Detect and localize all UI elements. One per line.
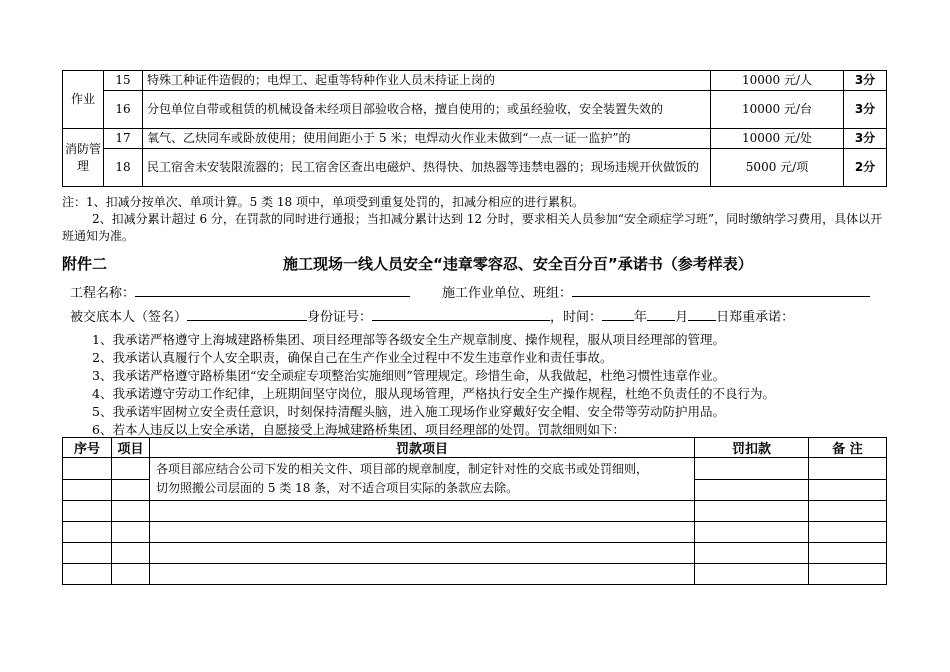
table-row [63, 91, 887, 129]
instruction-cell [150, 458, 695, 501]
table-cell[interactable] [112, 479, 150, 501]
fine-amount: 10000 元/人 [711, 71, 844, 91]
pledge-item: 1、我承诺严格遵守上海城建路桥集团、项目经理部等各级安全生产规章制度、操作规程，服从项目经理部的管理。 [92, 332, 725, 347]
project-name-line [70, 282, 410, 301]
table-cell[interactable] [695, 522, 809, 543]
note-1: 注：1、扣减分按单次、单项计算。5 类 18 项中，单项受到重复处罚的，扣减分相应的进行累积。 [62, 195, 584, 209]
table-cell[interactable] [150, 543, 695, 564]
year-field[interactable] [602, 308, 634, 321]
item-number: 17 [104, 129, 143, 149]
table-cell[interactable] [112, 564, 150, 585]
table-cell[interactable] [809, 543, 887, 564]
table-cell[interactable] [695, 501, 809, 522]
deduction-points: 3分 [844, 71, 887, 91]
item-description: 氧气、乙炔同车或卧放使用；使用间距小于 5 米；电焊动火作业未做到“一点一证一监护”的 [143, 129, 711, 149]
fine-amount: 5000 元/项 [711, 149, 844, 187]
signee-line [70, 306, 794, 325]
table-cell[interactable] [63, 458, 112, 480]
page-title: 施工现场一线人员安全“违章零容忍、安全百分百”承诺书（参考样表） [283, 255, 753, 273]
pledge-end-label: 日郑重承诺： [716, 310, 795, 325]
instruction-line-2: 切勿照搬公司层面的 5 类 18 条，对不适合项目实际的条款应去除。 [156, 481, 519, 495]
table-cell[interactable] [695, 543, 809, 564]
month-label: 月 [675, 310, 689, 325]
year-label: 年 [634, 310, 648, 325]
item-number: 16 [104, 91, 143, 129]
pledge-item: 6、若本人违反以上安全承诺，自愿接受上海城建路桥集团、项目经理部的处罚。罚款细则如下： [92, 422, 625, 437]
signee-field[interactable] [187, 308, 307, 321]
table-cell[interactable] [112, 501, 150, 522]
project-name-label: 工程名称： [70, 286, 136, 301]
item-description: 分包单位自带或租赁的机械设备未经项目部验收合格，擅自使用的；或虽经验收，安全装置失效的 [143, 91, 711, 129]
penalty-table [62, 70, 887, 187]
fines-table [62, 437, 887, 585]
fine-amount: 10000 元/台 [711, 91, 844, 129]
table-cell[interactable] [150, 564, 695, 585]
table-cell[interactable] [63, 522, 112, 543]
table-row [63, 522, 887, 543]
time-label: ，时间： [550, 310, 603, 325]
table-cell[interactable] [695, 564, 809, 585]
header-seq: 序号 [63, 438, 112, 458]
signee-label: 被交底本人（签名） [70, 310, 188, 325]
unit-team-field[interactable] [572, 284, 870, 297]
table-cell[interactable] [112, 458, 150, 480]
table-row [63, 71, 887, 91]
header-fine-item: 罚款项目 [150, 438, 695, 458]
table-cell[interactable] [809, 522, 887, 543]
table-cell[interactable] [63, 501, 112, 522]
annex-label: 附件二 [62, 255, 108, 273]
table-row [63, 129, 887, 149]
note-2: 2、扣减分累计超过 6 分，在罚款的同时进行通报；当扣减分累计达到 12 分时，要求相关人员参加“安全顽症学习班”，同时缴纳学习费用，具体以开班通知为准。 [62, 212, 883, 243]
day-field[interactable] [688, 308, 716, 321]
fine-amount: 10000 元/处 [711, 129, 844, 149]
item-number: 18 [104, 149, 143, 187]
table-cell[interactable] [695, 479, 809, 501]
table-row [63, 458, 887, 480]
table-cell[interactable] [809, 479, 887, 501]
table-row [63, 501, 887, 522]
pledge-item: 2、我承诺认真履行个人安全职责，确保自己在生产作业全过程中不发生违章作业和责任事故。 [92, 350, 613, 365]
table-cell[interactable] [112, 522, 150, 543]
instruction-line-1: 各项目部应结合公司下发的相关文件、项目部的规章制度，制定针对性的交底书或处罚细则， [156, 462, 649, 476]
table-row [63, 564, 887, 585]
category-cell: 作业 [63, 71, 104, 129]
item-number: 15 [104, 71, 143, 91]
header-item: 项目 [112, 438, 150, 458]
id-field[interactable] [372, 308, 550, 321]
id-label: 身份证号： [307, 310, 373, 325]
pledge-item: 5、我承诺牢固树立安全责任意识，时刻保持清醒头脑，进入施工现场作业穿戴好安全帽、安全带等劳动防护用品。 [92, 404, 725, 419]
table-row [63, 149, 887, 187]
header-deduction: 罚扣款 [695, 438, 809, 458]
month-field[interactable] [647, 308, 675, 321]
table-cell[interactable] [150, 501, 695, 522]
table-header-row [63, 438, 887, 458]
table-cell[interactable] [809, 564, 887, 585]
unit-team-label: 施工作业单位、班组： [442, 286, 573, 301]
table-row [63, 543, 887, 564]
deduction-points: 2分 [844, 149, 887, 187]
item-description: 特殊工种证件造假的；电焊工、起重等特种作业人员未持证上岗的 [143, 71, 711, 91]
project-name-field[interactable] [135, 284, 410, 297]
table-cell[interactable] [809, 458, 887, 480]
pledge-item: 3、我承诺严格遵守路桥集团“安全顽症专项整治实施细则”管理规定。珍惜生命，从我做起，杜绝习惯性违章作业。 [92, 368, 726, 383]
unit-team-line [442, 282, 870, 301]
pledge-item: 4、我承诺遵守劳动工作纪律，上班期间坚守岗位，服从现场管理，严格执行安全生产操作规程，杜绝不负责任的不良行为。 [92, 386, 775, 401]
header-remarks: 备 注 [809, 438, 887, 458]
table-cell[interactable] [150, 522, 695, 543]
deduction-points: 3分 [844, 91, 887, 129]
table-cell[interactable] [63, 543, 112, 564]
table-cell[interactable] [63, 479, 112, 501]
table-cell[interactable] [809, 501, 887, 522]
category-cell: 消防管理 [63, 129, 104, 187]
deduction-points: 3分 [844, 129, 887, 149]
table-cell[interactable] [112, 543, 150, 564]
table-cell[interactable] [63, 564, 112, 585]
table-cell[interactable] [695, 458, 809, 480]
item-description: 民工宿舍未安装限流器的；民工宿舍区查出电磁炉、热得快、加热器等违禁电器的；现场违规开伙做饭的 [143, 149, 711, 187]
